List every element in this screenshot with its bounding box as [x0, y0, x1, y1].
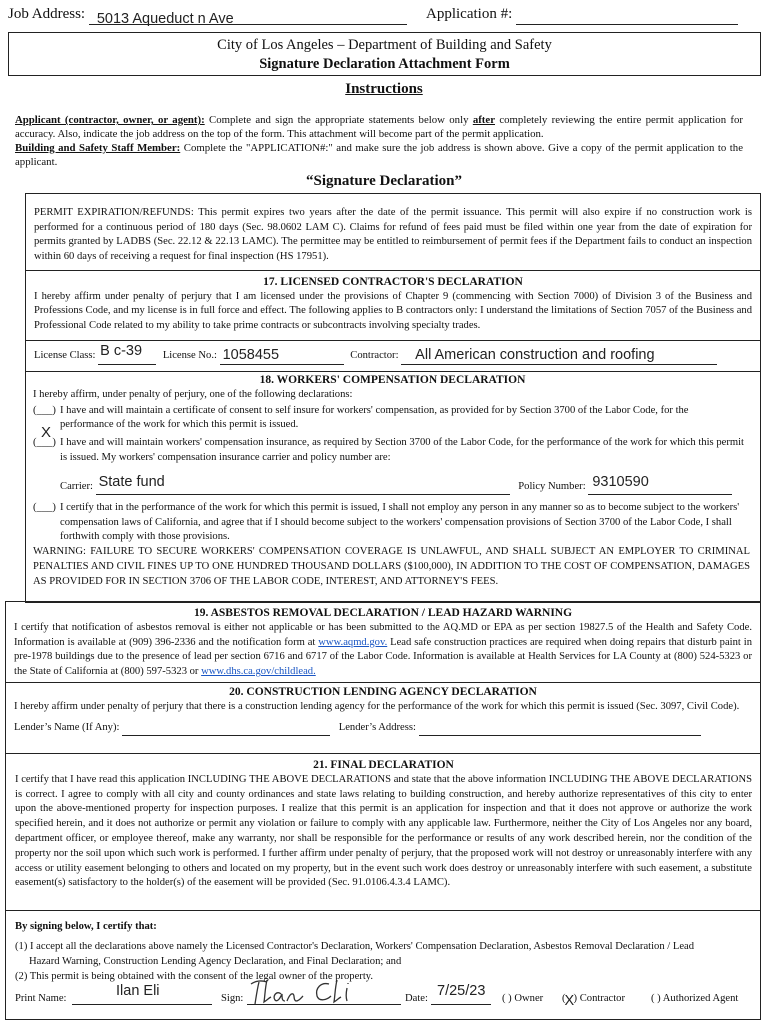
signing-heading: By signing below, I certify that: [15, 921, 157, 932]
applicant-text-1: Complete and sign the appropriate statements below only [204, 114, 473, 126]
section-20-title: 20. CONSTRUCTION LENDING AGENCY DECLARATION [229, 686, 537, 698]
license-class-label: License Class: [34, 350, 96, 361]
carrier-field[interactable] [96, 473, 510, 495]
job-address-field[interactable] [89, 6, 407, 25]
license-info-row [25, 340, 761, 372]
lending-agency-section [5, 682, 761, 754]
carrier-value: State fund [98, 473, 165, 490]
contractor-checkbox-label: ) Contractor [573, 993, 626, 1004]
handwritten-signature [247, 976, 367, 1006]
applicant-label: Applicant (contractor, owner, or agent): [15, 114, 205, 126]
signature-image [247, 976, 367, 1006]
dhs-link[interactable]: www.dhs.ca.gov/childlead. [201, 666, 316, 678]
instructions-heading: Instructions [345, 81, 423, 97]
signing-item-2: (2) This permit is being obtained with the consent of the legal owner of the property. [15, 971, 374, 982]
date-label: Date: [405, 993, 428, 1004]
option-no-employees[interactable] [33, 501, 752, 545]
print-name-field[interactable] [72, 983, 212, 1005]
workers-comp-section [25, 371, 761, 603]
section-18-intro: I hereby affirm, under penalty of perjury, one of the following declarations: [33, 388, 353, 400]
department-title: City of Los Angeles – Department of Building and Safety [217, 37, 552, 53]
date-field[interactable] [431, 983, 491, 1005]
applicant-instructions [15, 113, 743, 141]
section-19-text-1: I certify that notification of asbestos removal is either not applicable or has been submitted to the AQ.MD or EPA as per section 19827.5 of the Health and Safety Code. Information is available at (909) 396-2336 and the notification form at [14, 621, 752, 648]
contractor-value: All American construction and roofing [415, 347, 655, 363]
self-insure-text: I have and will maintain a certificate of consent to self insure for workers' compensation, as provided for by Section 3700 of the Labor Code, for the performance of the work for which this permit is issued. [60, 404, 689, 431]
signing-item-1: (1) I accept all the declarations above namely the Licensed Contractor's Declaration, Workers' Compensation Declaration, Asbestos Removal Declaration / Lead Hazard Warning, Construction Lending Agency Declaration, and Final Declaration; and [15, 941, 695, 967]
contractor-checkbox[interactable] [562, 990, 626, 1009]
final-declaration-section [5, 753, 761, 911]
section-19-text-2: Lead safe construction practices are required when doing repairs that disturb paint in pre-1978 buildings due to the presence of lead per section 6716 and 6717 of the Labor Code. Information is available at Health Services for LA County at (800) 524-5323 or the State of California at (800) 597-5323 or [14, 636, 752, 678]
workers-comp-warning: WARNING: FAILURE TO SECURE WORKERS' COMPENSATION COVERAGE IS UNLAWFUL, AND SHALL SUBJECT AN EMPLOYER TO CRIMINAL PENALTIES AND CIVIL FINES UP TO ONE HUNDRED THOUSAND DOLLARS ($100,000), IN ADDITION TO THE COST OF COMPENSATION, DAMAGES AS PROVIDED FOR IN SECTION 3706 OF THE LABOR CODE, INTEREST, AND ATTORNEY'S FEES. [33, 546, 750, 587]
policy-number-field[interactable] [588, 473, 732, 495]
applicant-text-2: completely reviewing the entire permit application for accuracy. Also, indicate the job address on the top of the form. This attachment will become part of the permit application. [15, 114, 744, 140]
aqmd-link[interactable]: www.aqmd.gov. [318, 636, 388, 648]
form-title: Signature Declaration Attachment Form [259, 56, 510, 72]
staff-text: Complete the "APPLICATION#:" and make sure the job address is shown above. Give a copy of the permit application to the applicant. [15, 142, 743, 168]
lender-address-label: Lender’s Address: [338, 721, 416, 733]
permit-expiration-section [25, 193, 761, 271]
insurance-checkbox[interactable] [33, 424, 60, 466]
permit-expiration-text: PERMIT EXPIRATION/REFUNDS: This permit expires two years after the date of the permit issuance. This permit will also expire if no construction work is performed for a continuous period of 180 days (Sec. 98.0602 LAM C). Claims for refund of fees paid must be filed within one year from the date of expiration for permits granted by LADBS (Sec. 22.12 & 22.13 LAMC). The permittee may be entitled to reimbursement of permit fees if the Department fails to conduct an inspection within 60 days of receiving a request for final inspection (HS 17951). [34, 207, 752, 262]
authorized-agent-checkbox[interactable]: ( ) Authorized Agent [651, 993, 739, 1004]
application-number-field[interactable] [516, 6, 738, 25]
job-address-label: Job Address: [8, 6, 86, 22]
license-no-value: 1058455 [222, 347, 280, 363]
job-address-row [8, 4, 407, 25]
option-insurance[interactable] [33, 424, 752, 466]
section-18-title: 18. WORKERS' COMPENSATION DECLARATION [259, 374, 526, 386]
application-label: Application #: [426, 6, 513, 22]
insurance-check-mark: X [41, 424, 52, 442]
lender-row [14, 721, 752, 736]
job-address-value: 5013 Aqueduct n Ave [96, 11, 234, 27]
licensed-contractor-section [25, 270, 761, 341]
owner-checkbox[interactable]: ( ) Owner [502, 993, 544, 1004]
license-class-value: B c-39 [100, 343, 143, 359]
section-17-title: 17. LICENSED CONTRACTOR'S DECLARATION [263, 276, 523, 288]
policy-number-label: Policy Number: [518, 480, 586, 492]
lender-name-label: Lender’s Name (If Any): [14, 721, 120, 733]
signing-section [5, 910, 761, 1020]
section-19-title: 19. ASBESTOS REMOVAL DECLARATION / LEAD HAZARD WARNING [193, 607, 573, 619]
no-employees-text: I certify that in the performance of the work for which this permit is issued, I shall not employ any person in any manner so as to become subject to the workers' compensation laws of California, and agree that if I should become subject to the workers' compensation provisions of Section 3700 of the Labor Code, I shall forthwith comply with those provisions. [60, 501, 740, 543]
print-name-label: Print Name: [15, 993, 67, 1004]
insurance-text: I have and will maintain workers' compensation insurance, as required by Section 3700 of the Labor Code, for the performance of the work for which this permit is issued. My workers' compensation insurance carrier and policy number are: [60, 437, 744, 463]
staff-instructions [15, 141, 743, 169]
date-value: 7/25/23 [437, 983, 486, 999]
section-19-text [14, 621, 752, 680]
staff-label: Building and Safety Staff Member: [15, 142, 181, 154]
policy-number-value: 9310590 [592, 473, 649, 490]
section-20-text: I hereby affirm under penalty of perjury that there is a construction lending agency for the performance of the work for which this permit is issued (Sec. 3097, Civil Code). [14, 700, 740, 712]
self-insure-checkbox[interactable]: (___) [33, 404, 56, 416]
license-no-field[interactable] [220, 346, 344, 365]
application-row [426, 4, 738, 25]
signature-field[interactable] [247, 988, 401, 1005]
section-17-text: I hereby affirm under penalty of perjury that I am licensed under the provisions of Chapter 9 (commencing with Section 7000) of Division 3 of the Business and Professions Code, and my license is in full force and effect. The following applies to B contractors only: I understand the limitations of Section 7057 of the Business and Professional Code related to my ability to take prime contracts or subcontracts involving specialty trades. [34, 290, 752, 331]
signature-row [15, 983, 752, 1009]
print-name-value: Ilan Eli [116, 983, 160, 999]
contractor-field[interactable] [401, 346, 717, 365]
after-emphasis: after [472, 114, 495, 126]
option-self-insure[interactable] [33, 404, 752, 434]
license-no-label: License No.: [162, 350, 217, 361]
signature-declaration-heading: “Signature Declaration” [306, 173, 462, 189]
title-box [8, 32, 761, 76]
contractor-check-mark: X [564, 993, 575, 1009]
insurance-checkbox-blank: (___) [33, 437, 56, 449]
carrier-label: Carrier: [60, 480, 93, 492]
contractor-checkbox-open: ( [562, 993, 566, 1004]
section-21-text: I certify that I have read this application INCLUDING THE ABOVE DECLARATIONS and state that the above information INCLUDING THE ABOVE DECLARATIONS is correct. I agree to comply with all city and county ordinances and state laws relating to building construction, and hereby authorize representatives of this city to enter upon the above-mentioned property for inspection purposes. I realize that this permit is an application for inspection and that it does not approve or authorize the work specified herein, and it does not authorize or permit any violation or failure to comply with any applicable law. Furthermore, neither the City of Los Angeles nor any board, department officer, or employee thereof, make any warranty, nor shall be responsible for the performance or results of any work described herein, nor the condition of the property nor the soil upon which such work is performed. I further affirm under penalty of perjury, that the proposed work will not destroy or unreasonably interfere with any access or utility easement belonging to others and located on my property, but in the event such work does destroy or unreasonably interfere with such easement, a substitute easement(s) satisfactory to the holder(s) of the easement will be provided (Sec. 91.0106.4.3.4 LAMC). [15, 773, 752, 889]
no-employees-checkbox[interactable]: (___) [33, 501, 56, 513]
asbestos-lead-section [5, 601, 761, 683]
contractor-label: Contractor: [350, 350, 399, 361]
lender-address-field[interactable] [419, 721, 701, 736]
license-class-field[interactable] [98, 343, 156, 365]
carrier-row [33, 473, 752, 495]
section-21-title: 21. FINAL DECLARATION [313, 759, 454, 771]
lender-name-field[interactable] [122, 721, 330, 736]
instructions-text [15, 113, 743, 169]
sign-label: Sign: [221, 993, 244, 1004]
